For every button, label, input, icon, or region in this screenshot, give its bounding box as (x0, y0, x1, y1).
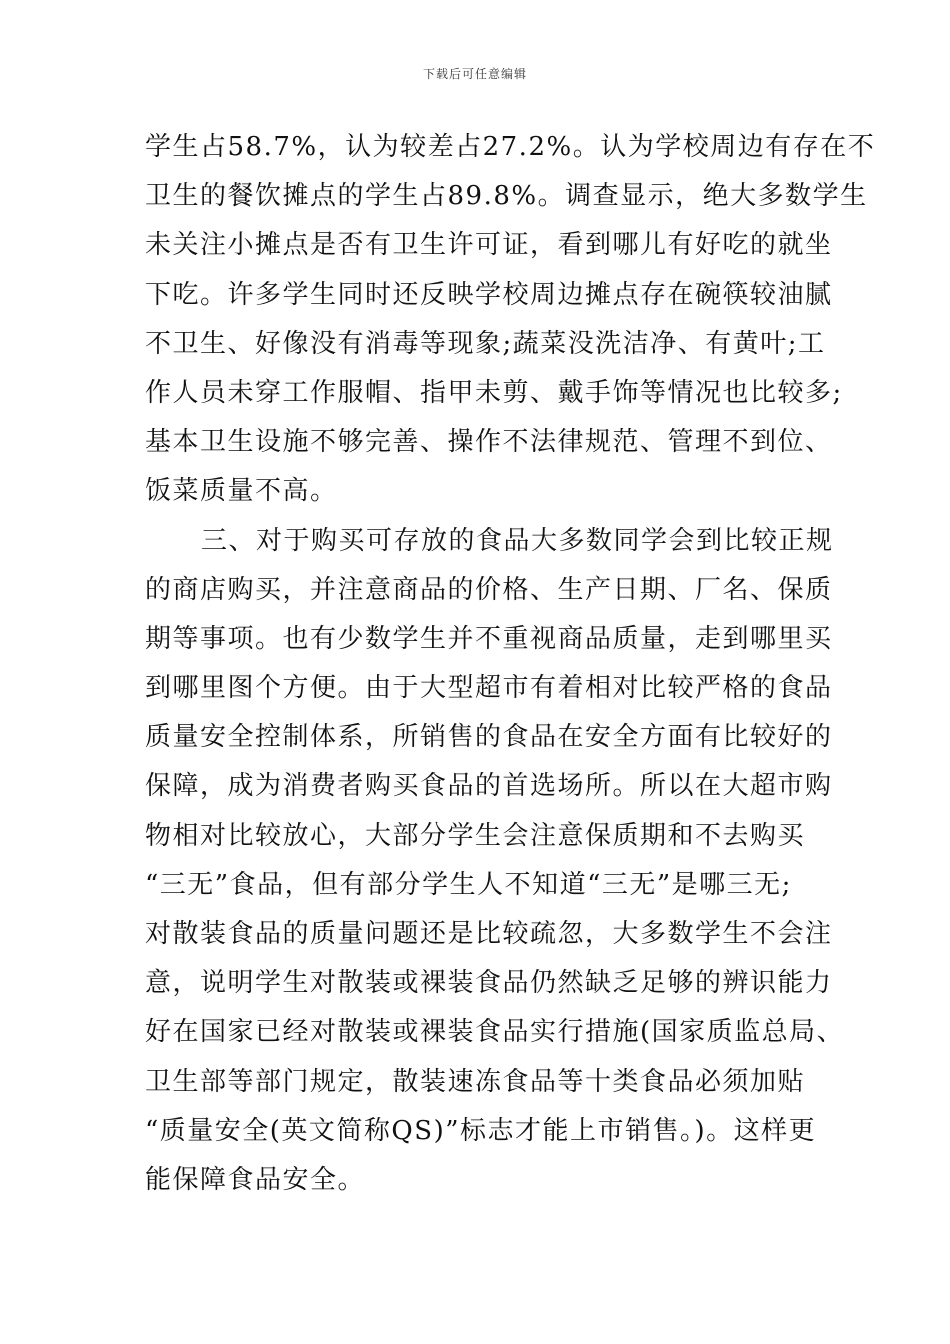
text-line: 下吃。许多学生同时还反映学校周边摊点存在碗筷较油腻 (145, 279, 833, 310)
text-line: 三、对于购买可存放的食品大多数同学会到比较正规 (201, 525, 834, 556)
text-line: 基本卫生设施不够完善、操作不法律规范、管理不到位、 (145, 427, 833, 458)
paragraph-1 (145, 123, 876, 517)
text-line: 饭菜质量不高。 (145, 476, 338, 507)
text-line: 物相对比较放心，大部分学生会注意保质期和不去购买 (145, 820, 806, 851)
text-line: 质量安全控制体系，所销售的食品在安全方面有比较好的 (145, 722, 833, 753)
text-line: 学生占58.7%，认为较差占27.2%。认为学校周边有存在不 (145, 132, 876, 162)
text-line: 的商店购买，并注意商品的价格、生产日期、厂名、保质 (145, 574, 833, 605)
text-line: 卫生部等部门规定，散装速冻食品等十类食品必须加贴 (145, 1066, 806, 1097)
text-line: 对散装食品的质量问题还是比较疏忽，大多数学生不会注 (145, 919, 833, 949)
text-line: 期等事项。也有少数学生并不重视商品质量，走到哪里买 (145, 623, 833, 654)
text-line: 到哪里图个方便。由于大型超市有着相对比较严格的食品 (145, 673, 833, 704)
text-line: 作人员未穿工作服帽、指甲未剪、戴手饰等情况也比较多; (145, 377, 843, 408)
text-line: 卫生的餐饮摊点的学生占89.8%。调查显示，绝大多数学生 (145, 181, 868, 212)
text-line: 保障，成为消费者购买食品的首选场所。所以在大超市购 (145, 771, 833, 802)
text-line: 能保障食品安全。 (145, 1164, 366, 1195)
text-line: 好在国家已经对散装或裸装食品实行措施(国家质监总局、 (145, 1017, 845, 1048)
text-line: “质量安全(英文简称QS)”标志才能上市销售。)。这样更 (145, 1115, 817, 1146)
text-line: 不卫生、好像没有消毒等现象;蔬菜没洗洁净、有黄叶;工 (145, 328, 826, 359)
text-line: “三无”食品，但有部分学生人不知道“三无”是哪三无; (145, 869, 792, 900)
paragraph-2 (145, 517, 845, 1206)
page-header: 下载后可任意编辑 (422, 67, 527, 81)
text-line: 未关注小摊点是否有卫生许可证，看到哪儿有好吃的就坐 (145, 230, 833, 261)
document-body (145, 123, 876, 1205)
text-line: 意，说明学生对散装或裸装食品仍然缺乏足够的辨识能力 (145, 968, 833, 999)
